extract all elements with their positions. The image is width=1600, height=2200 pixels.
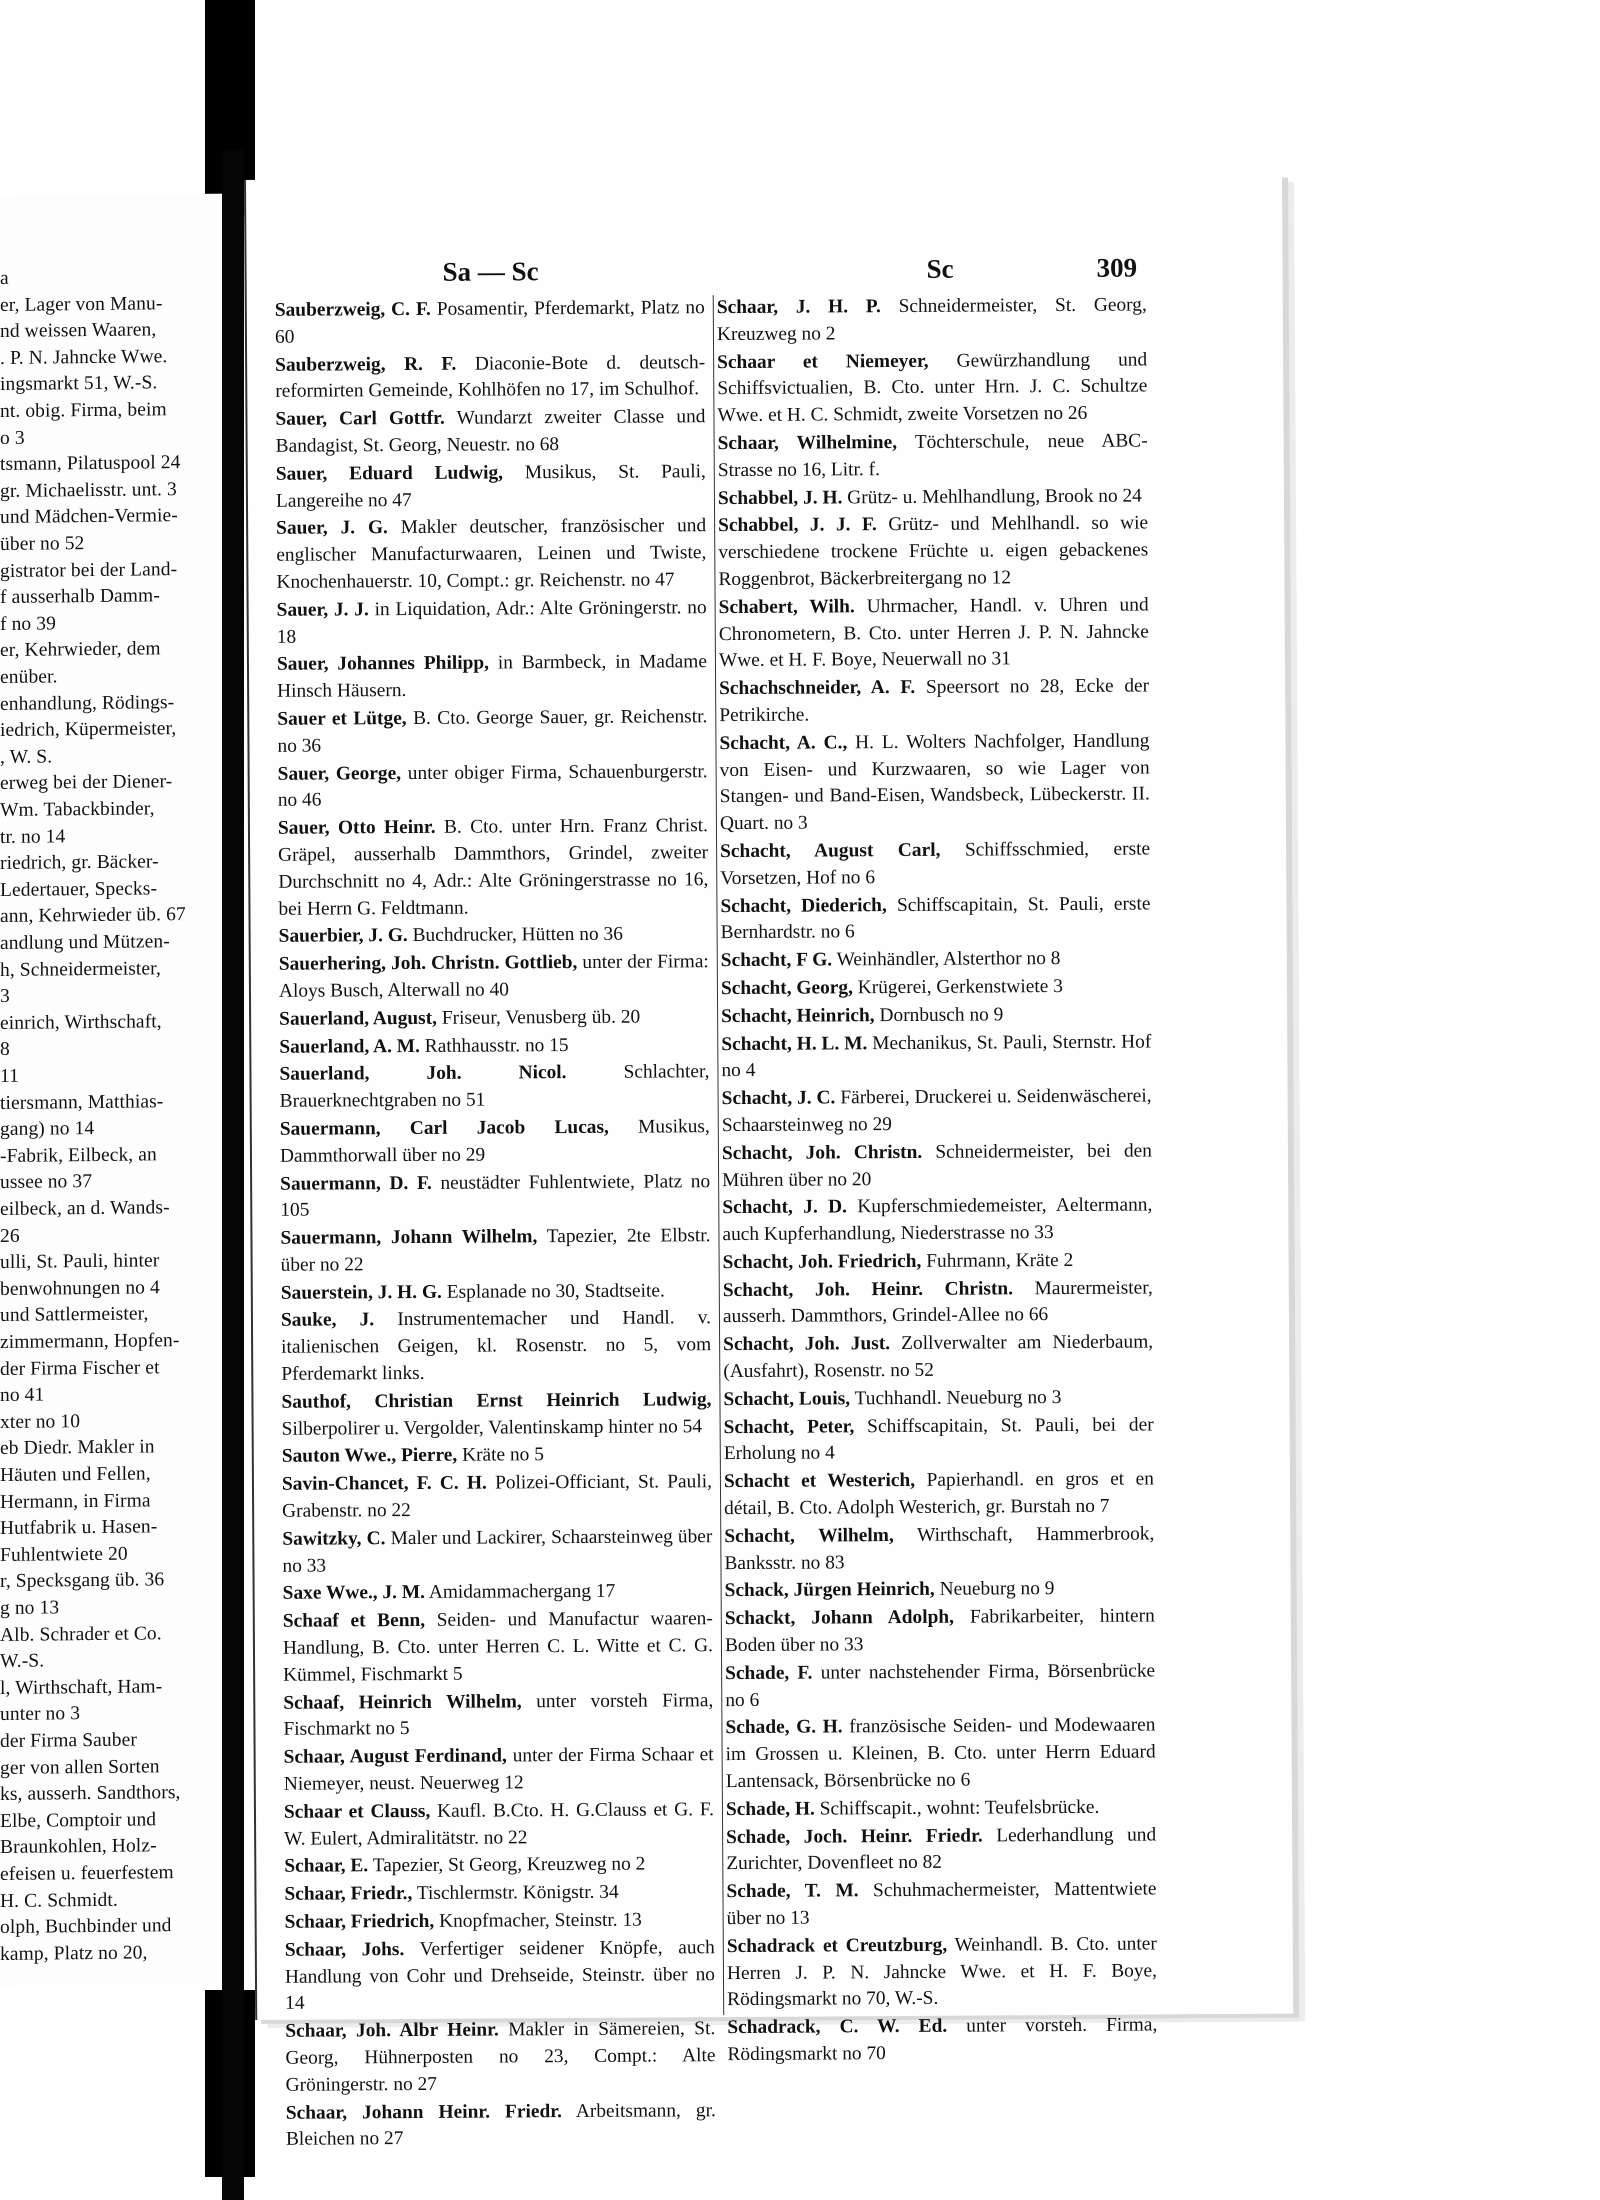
entry-name: Sauer, Eduard Ludwig, <box>275 462 504 485</box>
directory-entry <box>284 1797 714 1853</box>
entry-details: Amidammachergang 17 <box>424 1581 616 1604</box>
entry-details: Lederhandlung und Zurichter, Dovenfleet no 82 <box>726 1824 1157 1875</box>
left-page-line: ussee no 37 <box>0 1171 93 1194</box>
entry-name: Schaar et Niemeyer, <box>717 350 929 373</box>
entry-name: Sauer, J. G. <box>276 517 388 540</box>
left-page-line: h, Schneidermeister, <box>0 957 161 981</box>
entry-name: Sauermann, D. F. <box>280 1172 432 1195</box>
left-page <box>0 194 225 1987</box>
entry-details: Tischlermstr. Königstr. 34 <box>412 1881 619 1905</box>
entry-details: Tapezier, St Georg, Kreuzweg no 2 <box>368 1854 646 1877</box>
left-page-line: 26 <box>0 1225 20 1247</box>
left-page-line: Elbe, Comptoir und <box>0 1809 157 1832</box>
left-page-line: tsmann, Pilatuspool 24 <box>0 452 181 476</box>
entry-name: Schadrack et Creutzburg, <box>726 1934 948 1957</box>
entry-name: Schacht, Georg, <box>720 977 853 1000</box>
entry-name: Sauberzweig, R. F. <box>275 353 457 376</box>
right-page <box>244 174 1293 2151</box>
left-page-line: f ausserhalb Damm- <box>0 585 160 609</box>
entry-details: französische Seiden- und Modewaaren im Grossen u. Kleinen, B. Cto. unter Herrn Eduard Lantensack, Börsenbrücke no 6 <box>725 1714 1156 1793</box>
entry-name: Schade, Joch. Heinr. Friedr. <box>726 1825 983 1848</box>
entry-details: Knopfmacher, Steinstr. 13 <box>434 1909 642 1932</box>
entry-name: Schacht, H. L. M. <box>721 1032 868 1055</box>
entry-details: B. Cto. George Sauer, gr. Reichenstr. no 36 <box>277 706 708 757</box>
entry-details: unter der Firma Schaar et Niemeyer, neust. Neuerweg 12 <box>283 1744 714 1795</box>
entry-details: Schiffsschmied, erste Vorsetzen, Hof no 6 <box>720 838 1151 889</box>
left-page-line: ulli, St. Pauli, hinter <box>0 1250 160 1274</box>
entry-details: Friseur, Venusberg üb. 20 <box>436 1006 641 1029</box>
entry-name: Sauton Wwe., Pierre, <box>281 1445 458 1468</box>
left-page-line: kamp, Platz no 20, <box>0 1942 148 1965</box>
entry-name: Schabbel, J. H. <box>717 486 843 509</box>
entry-name: Sauerland, A. M. <box>279 1035 420 1058</box>
entry-details: in Barmbeck, in Madame Hinsch Häusern. <box>277 651 708 702</box>
entry-details: Schiffscapit., wohnt: Teufelsbrücke. <box>814 1796 1100 1820</box>
directory-entry <box>279 922 709 951</box>
entry-details: Grütz- und Mehlhandl. so wie verschiedene trockene Früchte u. eigen gebackenes Roggenbrot, Bäckerbreitergang no 12 <box>718 512 1149 591</box>
directory-entry <box>285 1935 715 2018</box>
entry-name: Schade, G. H. <box>725 1716 843 1739</box>
left-page-line: Hermann, in Firma <box>0 1489 151 1513</box>
entry-details: Buchdrucker, Hütten no 36 <box>407 924 623 947</box>
left-page-line: xter no 10 <box>0 1410 81 1433</box>
directory-entry <box>725 1576 1155 1605</box>
left-page-line: nd weissen Waaren, <box>0 319 157 343</box>
entry-details: Kaufl. B.Cto. H. G.Clauss et G. F. W. Eulert, Admiralitätstr. no 22 <box>284 1798 715 1850</box>
directory-column-right <box>717 292 1158 2069</box>
left-page-line: H. C. Schmidt. <box>0 1889 118 1912</box>
entry-details: Schiffscapitain, St. Pauli, bei der Erholung no 4 <box>723 1414 1154 1465</box>
directory-entry <box>282 1442 712 1471</box>
directory-entry <box>280 1223 710 1279</box>
directory-entry <box>284 1852 714 1881</box>
directory-entry <box>277 595 707 651</box>
left-page-line: -Fabrik, Eilbeck, an <box>0 1144 157 1167</box>
entry-name: Schacht, Joh. Christn. <box>721 1141 923 1164</box>
entry-details: Zollverwalter am Niederbaum, (Ausfahrt), Rosenstr. no 52 <box>723 1331 1154 1383</box>
left-page-line: eilbeck, an d. Wands- <box>0 1197 170 1220</box>
entry-name: Schabert, Wilh. <box>718 596 855 618</box>
entry-name: Schabbel, J. J. F. <box>718 514 877 537</box>
entry-details: Wirthschaft, Hammerbrook, Banksstr. no 83 <box>724 1523 1155 1574</box>
entry-details: Schuhmachermeister, Mattentwiete über no 13 <box>726 1878 1157 1930</box>
entry-details: Schlachter, Brauerknechtgraben no 51 <box>279 1061 710 1112</box>
directory-entry <box>279 1004 709 1033</box>
entry-name: Schacht, Joh. Heinr. Christn. <box>722 1278 1014 1301</box>
entry-details: Arbeitsmann, gr. Bleichen no 27 <box>285 2099 716 2151</box>
directory-entry <box>285 2016 715 2099</box>
header-range: Sa — Sc <box>442 256 539 287</box>
directory-entry <box>718 511 1148 594</box>
left-page-line: der Firma Fischer et <box>0 1356 160 1380</box>
directory-entry <box>726 1877 1156 1933</box>
directory-entry <box>726 1822 1156 1878</box>
left-page-line: Fuhlentwiete 20 <box>0 1543 128 1566</box>
directory-entry <box>278 813 709 923</box>
entry-name: Schacht, F G. <box>720 949 833 972</box>
directory-entry <box>723 1247 1153 1276</box>
entry-details: Weinhandl. B. Cto. unter Herren J. P. N. Jahncke Wwe. et H. F. Boye, Rödingsmarkt no 70, W.-S. <box>726 1933 1158 2011</box>
entry-name: Schacht, Wilhelm, <box>724 1524 894 1547</box>
entry-name: Schachschneider, A. F. <box>719 677 916 700</box>
entry-name: Sauberzweig, C. F. <box>274 298 431 321</box>
entry-details: Papierhandl. en gros et en détail, B. Cto. Adolph Westerich, gr. Burstah no 7 <box>724 1468 1155 1520</box>
directory-entry <box>718 428 1148 484</box>
directory-entry <box>276 514 706 597</box>
directory-column-left <box>274 295 724 2151</box>
entry-details: unter der Firma: Aloys Busch, Alterwall no 40 <box>278 951 709 1002</box>
entry-name: Schacht, J. C. <box>721 1087 836 1110</box>
left-page-line: der Firma Sauber <box>0 1729 137 1752</box>
entry-name: Sauer, J. J. <box>276 599 369 621</box>
left-page-line: andlung und Mützen- <box>0 931 170 954</box>
entry-name: Schaaf et Benn, <box>282 1610 426 1633</box>
left-page-line: r, Specksgang üb. 36 <box>0 1569 165 1593</box>
directory-entry <box>722 1138 1152 1194</box>
book-spine <box>222 150 244 2200</box>
entry-details: Schneidermeister, bei den Mühren über no 20 <box>722 1140 1152 1191</box>
entry-name: Schacht, Joh. Just. <box>723 1333 891 1356</box>
left-page-line: iedrich, Küpermeister, <box>0 718 177 742</box>
entry-name: Schacht, August Carl, <box>720 839 941 863</box>
left-page-line: enüber. <box>0 666 58 688</box>
entry-name: Savin-Chancet, F. C. H. <box>281 1472 487 1496</box>
entry-name: Schaaf, Heinrich Wilhelm, <box>283 1690 522 1714</box>
entry-details: Weinhändler, Alsterthor no 8 <box>832 948 1061 971</box>
directory-entry <box>719 674 1149 730</box>
entry-details: Grütz- u. Mehlhandlung, Brook no 24 <box>842 485 1142 508</box>
left-page-line: , W. S. <box>0 746 53 768</box>
directory-entry <box>723 1330 1153 1386</box>
left-page-line: tr. no 14 <box>0 825 66 848</box>
left-page-line: zimmermann, Hopfen- <box>0 1330 180 1353</box>
left-page-line: 3 <box>0 986 10 1008</box>
entry-name: Schacht, Heinrich, <box>721 1004 875 1027</box>
directory-entry <box>283 1579 713 1608</box>
entry-name: Sawitzky, C. <box>282 1528 386 1550</box>
entry-name: Sauerland, Joh. Nicol. <box>279 1062 567 1086</box>
left-page-line: und Sattlermeister, <box>0 1303 149 1327</box>
entry-details: Esplanade no 30, Stadtseite. <box>441 1280 665 1303</box>
directory-entry <box>725 1658 1155 1714</box>
entry-details: Dornbusch no 9 <box>874 1004 1004 1026</box>
entry-name: Schack, Jürgen Heinrich, <box>724 1579 935 1602</box>
directory-entry <box>721 946 1151 975</box>
entry-name: Schacht, Joh. Friedrich, <box>722 1250 922 1273</box>
left-page-line: riedrich, gr. Bäcker- <box>0 851 159 875</box>
entry-details: Kupferschmiedemeister, Aeltermann, auch Kupferhandlung, Niederstrasse no 33 <box>722 1194 1153 1246</box>
entry-name: Schaar, Wilhelmine, <box>717 432 898 455</box>
directory-entry <box>719 592 1149 675</box>
directory-entry <box>723 1384 1153 1413</box>
directory-entry <box>279 1032 709 1061</box>
entry-name: Schaar, Friedr., <box>284 1883 413 1906</box>
left-page-line: Häuten und Fellen, <box>0 1463 151 1486</box>
entry-details: Wundarzt zweiter Classe und Bandagist, St. Georg, Neuestr. no 68 <box>275 406 706 457</box>
directory-entry <box>277 704 707 760</box>
entry-name: Schaar, Joh. Albr Heinr. <box>285 2019 499 2042</box>
entry-name: Sauthof, Christian Ernst Heinrich Ludwig, <box>281 1389 712 1413</box>
entry-name: Schaar, August Ferdinand, <box>283 1745 507 1769</box>
left-page-line: nt. obig. Firma, beim <box>0 399 167 422</box>
entry-details: Polizei-Officiant, St. Pauli, Grabenstr. no 22 <box>282 1471 713 1522</box>
directory-entry <box>717 347 1147 430</box>
left-page-line: g no 13 <box>0 1597 60 1619</box>
entry-name: Schacht, Diederich, <box>720 894 887 917</box>
left-page-line: gistrator bei der Land- <box>0 558 178 582</box>
left-page-line: über no 52 <box>0 533 85 555</box>
entry-details: neustädter Fuhlentwiete, Platz no 105 <box>280 1170 711 1222</box>
entry-name: Schade, F. <box>725 1662 813 1684</box>
directory-entry <box>725 1713 1155 1796</box>
directory-entry <box>717 292 1147 348</box>
entry-name: Schacht, Peter, <box>723 1415 855 1438</box>
entry-name: Saxe Wwe., J. M. <box>282 1582 426 1605</box>
left-page-line: einrich, Wirthschaft, <box>0 1011 162 1034</box>
directory-entry <box>727 1931 1157 2014</box>
left-page-line: Ledertauer, Specks- <box>0 878 158 901</box>
header-letters: Sc <box>926 253 954 284</box>
left-page-line: gr. Michaelisstr. unt. 3 <box>0 478 177 502</box>
entry-details: Färberei, Druckerei u. Seidenwäscherei, Schaarsteinweg no 29 <box>721 1085 1152 1137</box>
left-page-line: er, Kehrwieder, dem <box>0 638 161 662</box>
directory-entry <box>718 483 1148 512</box>
entry-name: Sauer, Johannes Philipp, <box>276 652 490 676</box>
entry-details: Töchterschule, neue ABC-Strasse no 16, Litr. f. <box>717 430 1148 481</box>
directory-entry <box>720 836 1150 892</box>
entry-name: Sauer, Carl Gottfr. <box>275 407 445 430</box>
left-page-line: ingsmarkt 51, W.-S. <box>0 372 158 396</box>
entry-name: Sauermann, Carl Jacob Lucas, <box>279 1116 609 1140</box>
entry-details: Kräte no 5 <box>457 1444 544 1467</box>
entry-name: Sauerhering, Joh. Christn. Gottlieb, <box>278 952 578 975</box>
entry-name: Schacht, J. D. <box>722 1196 848 1219</box>
left-page-line: Wm. Tabackbinder, <box>0 798 155 821</box>
directory-entry <box>722 1084 1152 1140</box>
entry-name: Schaar, Johs. <box>284 1938 405 1961</box>
left-page-line: o 3 <box>0 427 25 449</box>
entry-name: Schaar, Friedrich, <box>284 1910 435 1933</box>
directory-entry <box>280 1114 710 1170</box>
directory-entry <box>726 1794 1156 1823</box>
directory-entry <box>281 1306 711 1389</box>
left-page-line: . P. N. Jahncke Wwe. <box>0 346 168 369</box>
left-page-line: 8 <box>0 1039 10 1061</box>
left-page-line: tiersmann, Matthias- <box>0 1090 164 1114</box>
entry-name: Schacht, Louis, <box>723 1388 851 1410</box>
directory-entry <box>282 1524 712 1580</box>
directory-entry <box>723 1275 1153 1331</box>
running-header <box>246 252 1282 298</box>
entry-name: Sauer, Otto Heinr. <box>277 816 436 839</box>
left-page-line: a <box>0 267 9 289</box>
entry-name: Sauer et Lütge, <box>277 707 407 730</box>
entry-details: Krügerei, Gerkenstwiete 3 <box>852 975 1063 999</box>
left-page-line: eb Diedr. Makler in <box>0 1436 155 1460</box>
entry-details: Gewürzhandlung und Schiffsvictualien, B. Cto. unter Hrn. J. C. Schultze Wwe. et H. C. Schmidt, zweite Vorsetzen no 26 <box>717 349 1148 427</box>
left-page-line: ann, Kehrwieder üb. 67 <box>0 904 186 928</box>
directory-entry <box>280 1169 710 1225</box>
entry-details: Instrumentemacher und Handl. v. italienischen Geigen, kl. Rosenstr. no 5, vom Pferdemarkt links. <box>281 1307 712 1385</box>
directory-entry <box>724 1521 1154 1577</box>
entry-name: Sauerstein, J. H. G. <box>280 1281 442 1304</box>
directory-entry <box>283 1688 713 1744</box>
entry-name: Schadrack, C. W. Ed. <box>727 2015 948 2039</box>
entry-details: Posamentir, Pferdemarkt, Platz no 60 <box>274 297 705 348</box>
left-page-line: enhandlung, Rödings- <box>0 691 175 715</box>
entry-name: Sauke, J. <box>280 1309 375 1332</box>
entry-details: Maler und Lackirer, Schaarsteinweg über no 33 <box>282 1526 713 1577</box>
directory-entry <box>283 1606 713 1689</box>
left-page-line: Hutfabrik u. Hasen- <box>0 1516 158 1540</box>
directory-entry <box>278 759 708 815</box>
left-page-line: unter no 3 <box>0 1703 81 1726</box>
entry-name: Schaar, Johann Heinr. Friedr. <box>285 2100 562 2124</box>
entry-details: Tapezier, 2te Elbstr. über no 22 <box>280 1225 711 1276</box>
entry-details: Schneidermeister, St. Georg, Kreuzweg no 2 <box>716 294 1147 345</box>
entry-name: Schacht et Westerich, <box>723 1470 916 1493</box>
entry-details: Speersort no 28, Ecke der Petrikirche. <box>719 675 1150 727</box>
entry-name: Schaar et Clauss, <box>283 1800 431 1823</box>
directory-entry <box>279 1059 709 1115</box>
entry-details: H. L. Wolters Nachfolger, Handlung von Eisen- und Kurzwaaren, so wie Lager von Stangen- und Band-Eisen, Wandsbeck, Lübeckerstr. II. Quart. no 3 <box>719 730 1150 835</box>
left-page-line: erweg bei der Diener- <box>0 771 173 795</box>
left-page-line: ks, ausserh. Sandthors, <box>0 1782 181 1806</box>
entry-name: Schade, H. <box>725 1798 815 1820</box>
directory-entry <box>724 1412 1154 1468</box>
entry-details: Tuchhandl. Neueburg no 3 <box>850 1386 1062 1410</box>
entry-name: Sauerland, August, <box>279 1007 438 1030</box>
entry-details: unter obiger Firma, Schauenburgerstr. no 46 <box>277 760 708 812</box>
directory-entry <box>284 1879 714 1908</box>
directory-entry <box>276 459 706 515</box>
entry-details: unter vorsteh Firma, Fischmarkt no 5 <box>283 1689 714 1741</box>
directory-entry <box>281 1278 711 1307</box>
directory-entry <box>721 1029 1151 1085</box>
left-page-line: und Mädchen-Vermie- <box>0 505 178 529</box>
entry-name: Sauermann, Johann Wilhelm, <box>280 1226 538 1249</box>
directory-entry <box>721 1001 1151 1030</box>
left-page-line: W.-S. <box>0 1650 45 1673</box>
directory-entry <box>720 891 1150 947</box>
directory-entry <box>284 1742 714 1798</box>
entry-details: Verfertiger seidener Knöpfe, auch Handlung von Cohr und Drehseide, Steinstr. über no 14 <box>284 1936 716 2015</box>
directory-entry <box>727 2013 1157 2069</box>
directory-entry <box>286 2098 716 2154</box>
entry-details: Mechanikus, St. Pauli, Sternstr. Hof no 4 <box>721 1030 1152 1082</box>
entry-details: in Liquidation, Adr.: Alte Gröningerstr. no 18 <box>276 596 707 648</box>
entry-name: Schaar, E. <box>284 1855 369 1878</box>
left-page-line: f no 39 <box>0 613 56 635</box>
entry-details: Makler deutscher, französischer und englischer Manufacturwaaren, Leinen und Twiste, Knochenhauerstr. 10, Compt.: gr. Reichenstr. no 47 <box>276 515 707 593</box>
entry-name: Schackt, Johann Adolph, <box>724 1606 955 1630</box>
directory-entry <box>725 1604 1155 1660</box>
directory-entry <box>275 404 705 460</box>
directory-entry <box>724 1467 1154 1523</box>
entry-details: Maurermeister, ausserh. Dammthors, Grindel-Allee no 66 <box>722 1277 1153 1328</box>
entry-name: Schaar, J. H. P. <box>716 296 881 319</box>
left-page-line: 11 <box>0 1065 19 1087</box>
directory-entry <box>275 295 705 351</box>
entry-name: Schacht, A. C., <box>719 732 848 754</box>
directory-entry <box>277 650 707 706</box>
left-page-line: benwohnungen no 4 <box>0 1277 160 1300</box>
entry-details: Musikus, St. Pauli, Langereihe no 47 <box>275 460 706 512</box>
entry-details: Silberpolirer u. Vergolder, Valentinskamp hinter no 54 <box>281 1415 703 1440</box>
directory-entry <box>719 728 1150 838</box>
left-page-line: ger von allen Sorten <box>0 1755 160 1779</box>
directory-entry <box>275 350 705 406</box>
entry-details: Makler in Sämereien, St. Georg, Hühnerposten no 23, Compt.: Alte Gröningerstr. no 27 <box>285 2018 716 2096</box>
left-page-line: olph, Buchbinder und <box>0 1915 172 1939</box>
entry-details: Diaconie-Bote d. deutsch-reformirten Gemeinde, Kohlhöfen no 17, im Schulhof. <box>275 351 706 403</box>
entry-details: Musikus, Dammthorwall über no 29 <box>279 1116 710 1167</box>
directory-entry <box>722 1193 1152 1249</box>
entry-details: Fabrikarbeiter, hintern Boden über no 33 <box>724 1605 1155 1657</box>
entry-details: Rathhausstr. no 15 <box>419 1034 569 1057</box>
directory-entry <box>281 1387 711 1443</box>
entry-details: unter vorsteh. Firma, Rödingsmarkt no 70 <box>727 2014 1158 2066</box>
entry-details: B. Cto. unter Hrn. Franz Christ. Gräpel, ausserhalb Dammthors, Grindel, zweiter Durchschnitt no 4, Adr.: Alte Gröningerstrasse no 16, bei Herrn G. Feldtmann. <box>278 815 709 920</box>
left-page-line: no 41 <box>0 1384 45 1407</box>
left-page-line: l, Wirthschaft, Ham- <box>0 1676 163 1699</box>
page-number: 309 <box>1096 252 1138 283</box>
directory-entry <box>721 973 1151 1002</box>
directory-entry <box>282 1469 712 1525</box>
entry-name: Schade, T. M. <box>726 1880 859 1903</box>
entry-details: unter nachstehender Firma, Börsenbrücke no 6 <box>725 1660 1156 1711</box>
left-page-line: Braunkohlen, Holz- <box>0 1835 157 1859</box>
entry-details: Seiden- und Manufactur waaren-Handlung, B. Cto. unter Herren C. L. Witte et C. G. Kümmel, Fischmarkt 5 <box>282 1608 714 1686</box>
directory-entry <box>279 949 709 1005</box>
entry-name: Sauerbier, J. G. <box>278 925 408 948</box>
entry-details: Neueburg no 9 <box>934 1578 1055 1601</box>
entry-details: Fuhrmann, Kräte 2 <box>921 1249 1074 1272</box>
entry-details: Uhrmacher, Handl. v. Uhren und Chronometern, B. Cto. unter Herren J. P. N. Jahncke Wwe. et H. F. Boye, Neuerwall no 31 <box>718 594 1149 672</box>
left-page-line: Alb. Schrader et Co. <box>0 1622 162 1646</box>
directory-entry <box>285 1907 715 1936</box>
left-page-line: efeisen u. feuerfestem <box>0 1862 174 1885</box>
entry-name: Sauer, George, <box>277 762 402 785</box>
left-page-line: er, Lager von Manu- <box>0 292 163 316</box>
entry-details: Schiffscapitain, St. Pauli, erste Bernhardstr. no 6 <box>720 893 1151 944</box>
left-page-line: gang) no 14 <box>0 1118 95 1141</box>
